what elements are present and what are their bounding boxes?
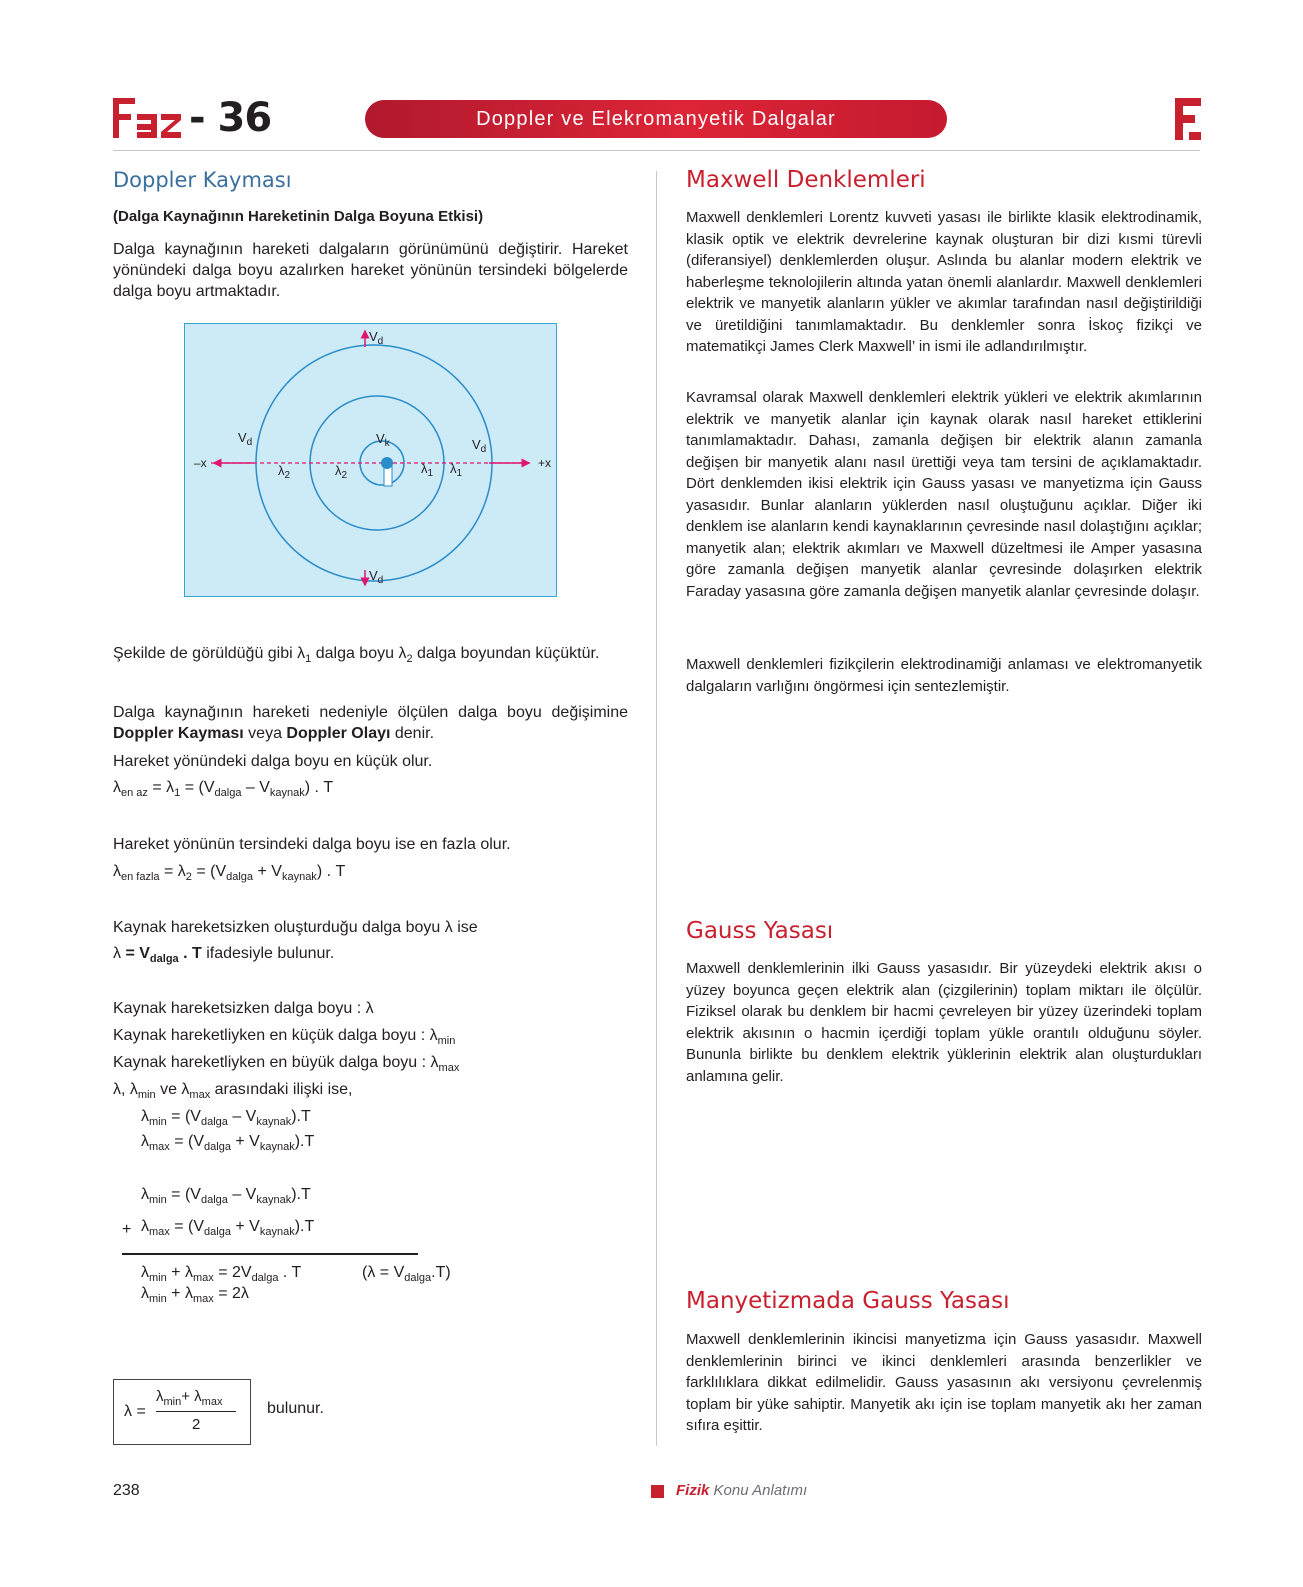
rest-wavelength-line: Kaynak hareketsizken dalga boyu : λ [113, 1000, 374, 1017]
relation-line: λ, $\lambda_{min}$ ve $\lambda_{max}$ arasındaki ilişki ise, [113, 1081, 353, 1101]
eq-max-1: $\lambda_{max} = (V_{dalga} + V_{kaynak}).T$ [141, 1133, 315, 1153]
doppler-intro: Dalga kaynağının hareketi dalgaların görünümünü değiştirir. Hareket yönündeki dalga boyu azalırken hareket yönünün tersindeki bölgelerde dalga boyu artmaktadır. [113, 241, 628, 300]
eq-max-2: $\lambda_{max} = (V_{dalga} + V_{kaynak}).T$ [141, 1218, 315, 1238]
svg-text:+x: +x [538, 456, 552, 470]
faz-logo [113, 95, 272, 141]
formula-en-fazla: $\lambda_{en fazla} = \lambda_2 = (V_{dalga} + V_{kaynak})$ . T [113, 863, 346, 883]
sum-line [122, 1253, 418, 1255]
svg-text:λ2: $\lambda_2$ [278, 463, 291, 481]
maxwell-paragraph-1: Maxwell denklemleri Lorentz kuvveti yasası ile birlikte klasik elektrodinamik, klasik optik ve elektrik devrelerine kaynak oluşturan bir dizi kısmi türevli (diferansiyel) denklemlerden oluşur. Aslında bu alanlar modern elektrik ve haberleşme teknolojilerin altında yatan önemli alanlardır. Maxwell denklemleri elektrik ve manyetik alanların yükler ve akımlar tarafından nasıl değiştirildiği ve üretildiğini tanımlamaktadır. Bu denklemler sonra İskoç fizikçi ve matematikçi James Clerk Maxwell’ in ismi ile adlandırılmıştır. [686, 209, 1202, 355]
svg-text:λ2: $\lambda_2$ [335, 463, 348, 481]
gauss-paragraph: Maxwell denklemlerinin ilki Gauss yasasıdır. Bir yüzeydeki elektrik akısı o yüzey boyunca geçen elektrik alan (çizgilerinin) toplam miktarı ile ölçülür. Fiziksel olarak bu denklem bir hacmi çevreleyen bir yüzey üzerindeki toplam elektrik akısının o hacmin içerdiği toplam yükle orantılı olduğunu söyler. Bununla birlikte bu denklem elektrik yüklerinin elektrik alan oluşturdukları anlamına gelir. [686, 960, 1202, 1085]
header-divider [113, 150, 1200, 151]
svg-text:Vd: $V_d$ [369, 568, 384, 586]
chapter-number: - 36 [189, 95, 272, 141]
definition-paragraph: Dalga kaynağının hareketi nedeniyle ölçülen dalga boyu değişimine Doppler Kayması veya Doppler Olayı denir. [113, 704, 628, 742]
faz-logo-icon [113, 98, 183, 138]
eq-min-2: $\lambda_{min} = (V_{dalga} - V_{kaynak}).T$ [141, 1186, 311, 1206]
svg-text:Vd: $V_d$ [238, 430, 253, 448]
svg-text:Vk: $V_k$ [376, 431, 390, 449]
min-wavelength-line: Kaynak hareketliyken en küçük dalga boyu : $\lambda_{min}$ [113, 1027, 456, 1047]
maxwell-title: Maxwell Denklemleri [686, 167, 926, 193]
column-divider [656, 171, 657, 1446]
svg-text:–x: –x [194, 456, 207, 470]
doppler-title: Doppler Kayması [113, 168, 292, 192]
max-wavelength-text: Hareket yönünün tersindeki dalga boyu ise en fazla olur. [113, 836, 511, 853]
magnetic-gauss-title: Manyetizmada Gauss Yasası [686, 1288, 1010, 1314]
magnetic-gauss-paragraph: Maxwell denklemlerinin ikincisi manyetizma için Gauss yasasıdır. Maxwell denklemlerinin birinci ve ikinci denklemleri arasında benzerlikler ve farklılıklara dikkat edilmelidir. Gauss yasasının akı versiyonu çevrelenmiş toplam bir yüke sahiptir. Manyetik akı için ise toplam manyetik akı her zaman sıfıra eşittir. [686, 1331, 1202, 1434]
plus-sign: + [122, 1221, 132, 1238]
doppler-diagram [184, 323, 557, 597]
maxwell-paragraph-3: Maxwell denklemleri fizikçilerin elektrodinamiği anlaması ve elektromanyetik dalgaların varlığını öngörmesi için sentezlemiştir. [686, 656, 1202, 695]
eq-sum-1: $\lambda_{min} + \lambda_{max} = 2V_{dalga}$ . T [141, 1264, 302, 1284]
maxwell-paragraph-2: Kavramsal olarak Maxwell denklemleri elektrik yükleri ve elektrik akımlarının elektrik ve manyetik alanlar için kaynak olarak nasıl hareket ettiklerini tanımlamaktadır. Dahası, zamanla değişen bir elektrik alanın zamanla değişen bir manyetik alanı nasıl ürettiği veya tam tersini de açıklamaktadır. Dört denklemden ikisi elektrik için Gauss yasası ve manyetizma için Gauss yasasıdır. Bunlar alanların yüklerden nasıl oluştuğunu açıklar. Diğer iki denklem ise alanların kendi kaynaklarının çevresinde nasıl dolaştığını açıklar; manyetik alan; elektrik akımları ve Maxwell düzeltmesi ile Amper yasasına göre zamanla değişen manyetik alanlar çevresinde dolaşırken elektrik Faraday yasasına göre zamanla değişen manyetik alanlar çevresinde dolaşır. [686, 389, 1202, 600]
svg-text:Vd: $V_d$ [472, 437, 487, 455]
eq-min-1: $\lambda_{min} = (V_{dalga} - V_{kaynak}).T$ [141, 1108, 311, 1128]
result-suffix: bulunur. [267, 1400, 324, 1417]
doppler-subtitle: (Dalga Kaynağının Hareketinin Dalga Boyuna Etkisi) [113, 208, 484, 225]
book-title: Fizik Konu Anlatımı [676, 1482, 808, 1499]
stationary-text: Kaynak hareketsizken oluşturduğu dalga boyu λ ise [113, 919, 478, 936]
min-wavelength-text: Hareket yönündeki dalga boyu en küçük olur. [113, 753, 433, 770]
svg-text:λ1: $\lambda_1$ [450, 461, 463, 479]
corner-mark-icon [1175, 98, 1201, 140]
chapter-banner-title: Doppler ve Elekromanyetik Dalgalar [365, 100, 947, 138]
wave-source [381, 457, 393, 469]
svg-text:Vd: $V_d$ [369, 329, 384, 347]
svg-text:λ1: $\lambda_1$ [421, 461, 434, 479]
page-number: 238 [113, 1482, 140, 1499]
gauss-title: Gauss Yasası [686, 918, 834, 944]
max-wavelength-line: Kaynak hareketliyken en büyük dalga boyu : $\lambda_{max}$ [113, 1054, 460, 1074]
footer-square-icon [651, 1485, 664, 1498]
eq-sum-2: $\lambda_{min} + \lambda_{max} = 2\lambda$ [141, 1285, 249, 1305]
eq-note: $(\lambda = V_{dalga}.T)$ [362, 1264, 451, 1284]
formula-en-az: $\lambda_{en az} = \lambda_1 = (V_{dalga} - V_{kaynak})$ . T [113, 779, 334, 799]
stationary-formula: $\lambda = V_{dalga}$ . T ifadesiyle bulunur. [113, 945, 335, 965]
result-formula-box: λ = $\lambda_{min}+ \lambda_{max}$ 2 [113, 1379, 251, 1445]
observation-paragraph: Şekilde de görüldüğü gibi $\lambda_1$ dalga boyu $\lambda_2$ dalga boyundan küçüktür. [113, 645, 600, 665]
